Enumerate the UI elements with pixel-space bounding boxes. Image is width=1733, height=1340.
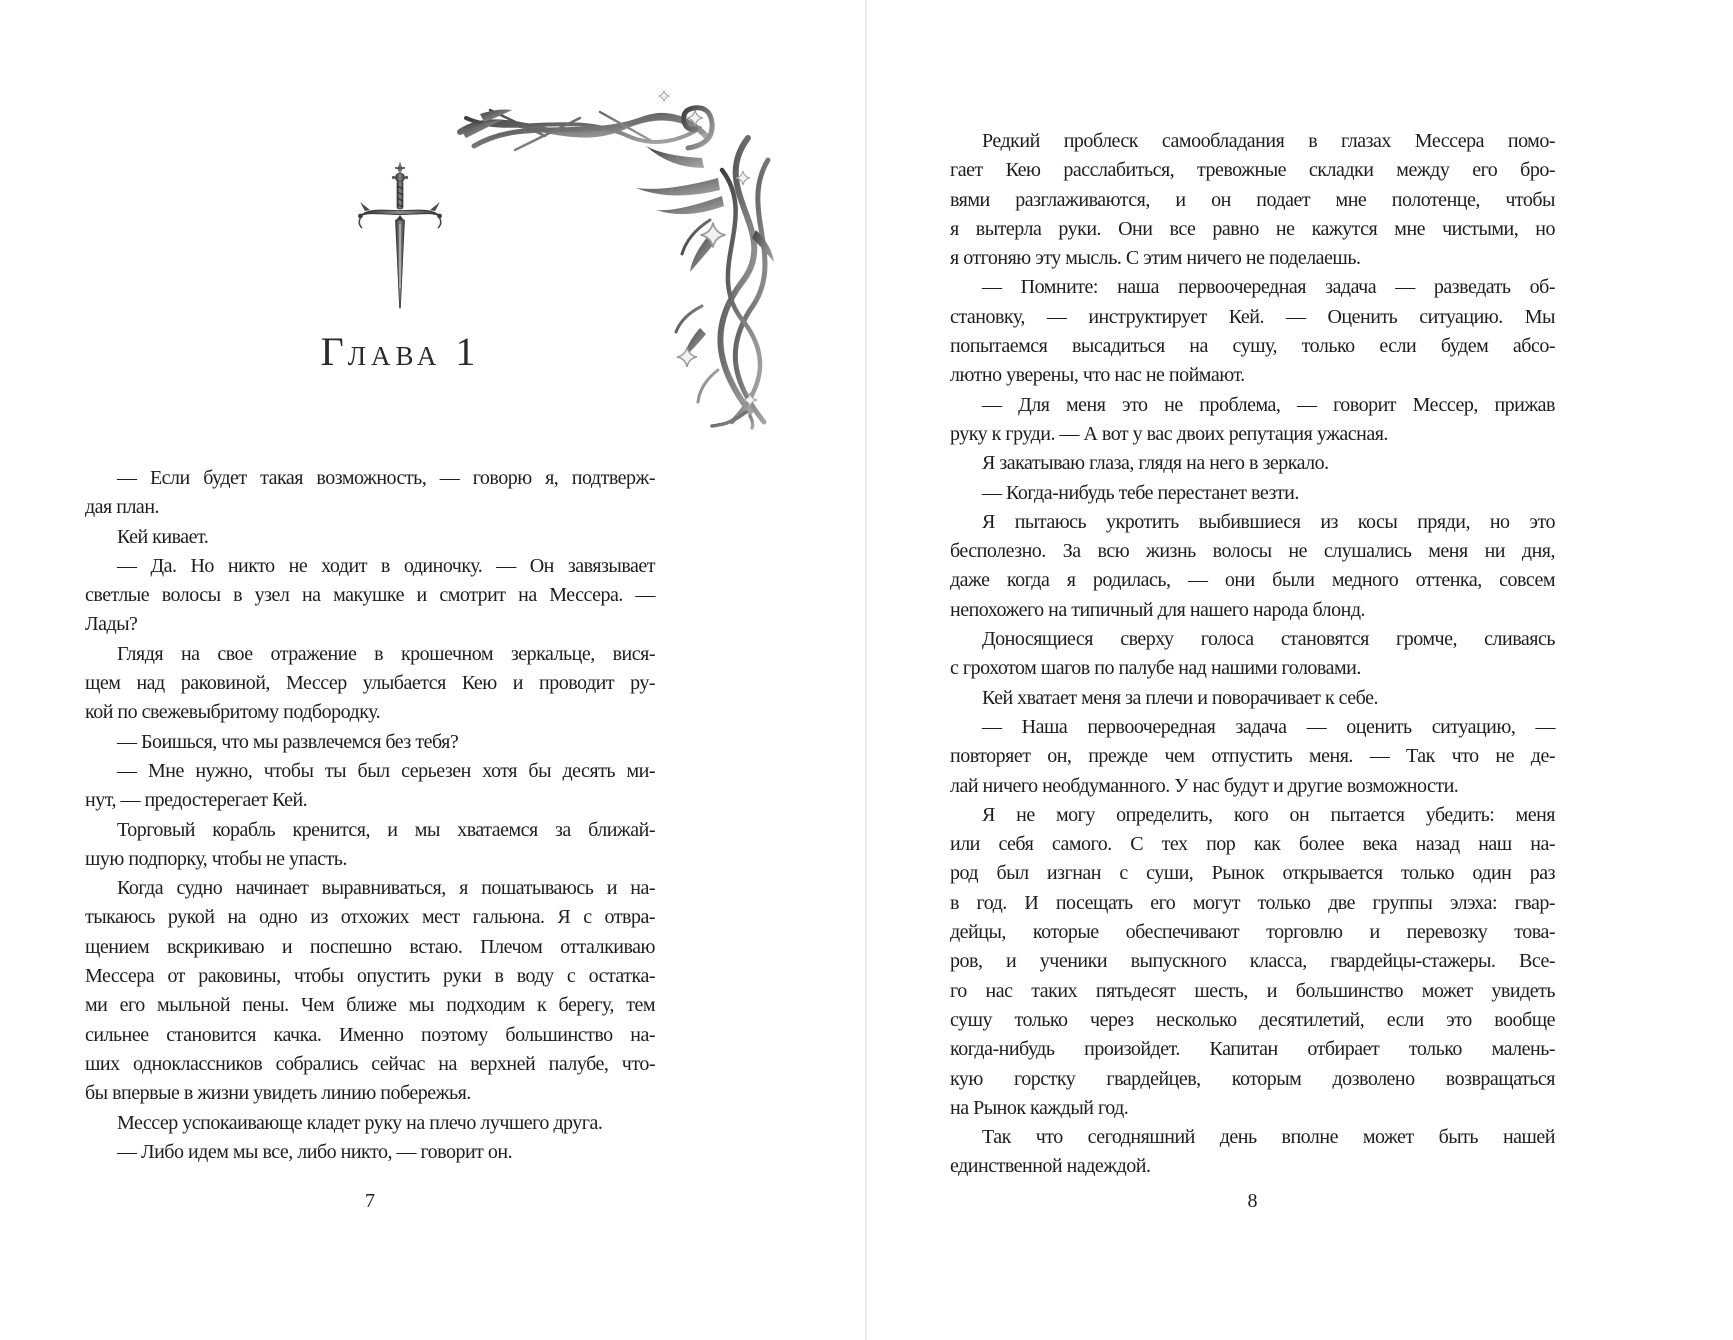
text-line: щем над раковиной, Мессер улыбается Кею и проводит ру- [85,672,655,695]
text-line: ров, и ученики выпускного класса, гвардейцы-стажеры. Все- [950,950,1555,973]
text-line: я вытерла руки. Они все равно не кажутся мне чистыми, но [950,217,1555,240]
text-line: Кей хватает меня за плечи и поворачивает к себе. [982,686,1378,709]
left-page-number: 7 [365,1190,375,1212]
text-line: Торговый корабль кренится, и мы хватаемся за ближай- [117,818,655,841]
text-line: Я не могу определить, кого он пытается убедить: меня [982,803,1555,826]
text-line: попытаемся высадиться на сушу, только если будем абсо- [950,335,1555,358]
text-line: — Помните: наша первоочередная задача — разведать об- [982,276,1555,299]
text-line: сушу только через несколько десятилетий, если это вообще [950,1008,1555,1031]
chapter-heading-smallcaps: ЛАВА [347,341,442,371]
text-line: когда-нибудь произойдет. Капитан отбирает только малень- [950,1038,1555,1061]
text-line: ших одноклассников собрались сейчас на верхней палубе, что- [85,1052,655,1075]
left-page-text [85,464,655,1167]
text-line: — Мне нужно, чтобы ты был серьезен хотя бы десять ми- [117,759,655,782]
text-line: Так что сегодняшний день вполне может быть нашей [982,1126,1555,1149]
text-line: дейцы, которые обеспечивают торговлю и перевозку това- [950,921,1555,944]
text-line: лай ничего необдуманного. У нас будут и другие возможности. [950,774,1459,797]
text-line: Я закатываю глаза, глядя на него в зеркало. [982,452,1329,475]
text-line: Когда судно начинает выравниваться, я пошатываюсь и на- [117,877,655,900]
text-line: — Наша первоочередная задача — оценить ситуацию, — [982,715,1555,738]
text-line: — Боишься, что мы развлечемся без тебя? [117,730,459,753]
chapter-heading-initial: Г [320,329,348,374]
text-line: — Либо идем мы все, либо никто, — говорит он. [117,1140,513,1163]
text-line: — Да. Но никто не ходит в одиночку. — Он завязывает [117,554,655,577]
text-line: Глядя на свое отражение в крошечном зеркальце, вися- [117,642,655,665]
text-line: непохожего на типичный для нашего народа блонд. [950,598,1366,621]
text-line: — Когда-нибудь тебе перестанет везти. [982,481,1299,504]
text-line: бесполезно. За всю жизнь волосы не слушались меня ни дня, [950,540,1555,563]
text-line: Я пытаюсь укротить выбившиеся из косы пряди, но это [982,510,1555,533]
text-line: повторяет он, прежде чем отпустить меня. — Так что не де- [950,745,1555,768]
text-line: Мессер успокаивающе кладет руку на плечо лучшего друга. [117,1111,603,1134]
text-line: лютно уверены, что нас не поймают. [950,364,1245,387]
right-page-text [950,127,1555,1182]
sword-icon [355,160,445,312]
text-line: становку, — инструктирует Кей. — Оценить ситуацию. Мы [950,305,1555,328]
text-line: Лады? [85,613,138,636]
text-line: я отгоняю эту мысль. С этим ничего не поделаешь. [950,247,1361,270]
text-line: щением вскрикиваю и поспешно встаю. Плечом отталкиваю [85,935,655,958]
text-line: ми его мыльной пены. Чем ближе мы подходим к берегу, тем [85,994,655,1017]
text-line: даже когда я родилась, — они были медного оттенка, совсем [950,569,1555,592]
text-line: светлые волосы в узел на макушке и смотрит на Мессера. — [85,584,655,607]
text-line: в год. И посещать его могут только две группы элэха: гвар- [950,891,1555,914]
text-line: Доносящиеся сверху голоса становятся громче, сливаясь [982,628,1555,651]
text-line: или себя самого. С тех пор как более века назад наш на- [950,833,1555,856]
text-line: сильнее становится качка. Именно поэтому большинство на- [85,1023,655,1046]
text-line: нут, — предостерегает Кей. [85,789,308,812]
text-line: кой по свежевыбритому подбородку. [85,701,381,724]
text-line: бы впервые в жизни увидеть линию побережья. [85,1082,471,1105]
text-line: Кей кивает. [117,525,209,548]
text-line: руку к груди. — А вот у вас двоих репутация ужасная. [950,422,1388,445]
text-line: Редкий проблеск самообладания в глазах Мессера помо- [982,130,1555,152]
text-line: шую подпорку, чтобы не упасть. [85,847,347,870]
text-line: гает Кею расслабиться, тревожные складки между его бро- [950,159,1555,182]
text-line: на Рынок каждый год. [950,1096,1129,1119]
right-page-number: 8 [1247,1190,1258,1212]
page-gutter-divider [865,0,867,1340]
text-line: с грохотом шагов по палубе над нашими головами. [950,657,1361,680]
text-line: дая план. [85,496,160,519]
thorn-vine-corner-ornament-icon [450,70,790,430]
text-line: тыкаюсь рукой на одно из отхожих мест гальюна. Я с отвра- [85,906,655,929]
text-line: — Для меня это не проблема, — говорит Мессер, прижав [982,393,1555,416]
text-line: го нас таких пятьдесят шесть, и большинство может увидеть [950,979,1555,1002]
text-line: единственной надеждой. [950,1155,1151,1178]
text-line: — Если будет такая возможность, — говорю я, подтверж- [117,467,655,489]
text-line: Мессера от раковины, чтобы опустить руки в воду с остатка- [85,965,655,988]
text-line: кую горстку гвардейцев, которым дозволено возвращаться [950,1067,1555,1090]
text-line: род был изгнан с суши, Рынок открывается только один раз [950,862,1555,885]
chapter-heading-number: 1 [441,329,480,374]
text-line: вями разглаживаются, и он подает мне полотенце, чтобы [950,188,1555,211]
